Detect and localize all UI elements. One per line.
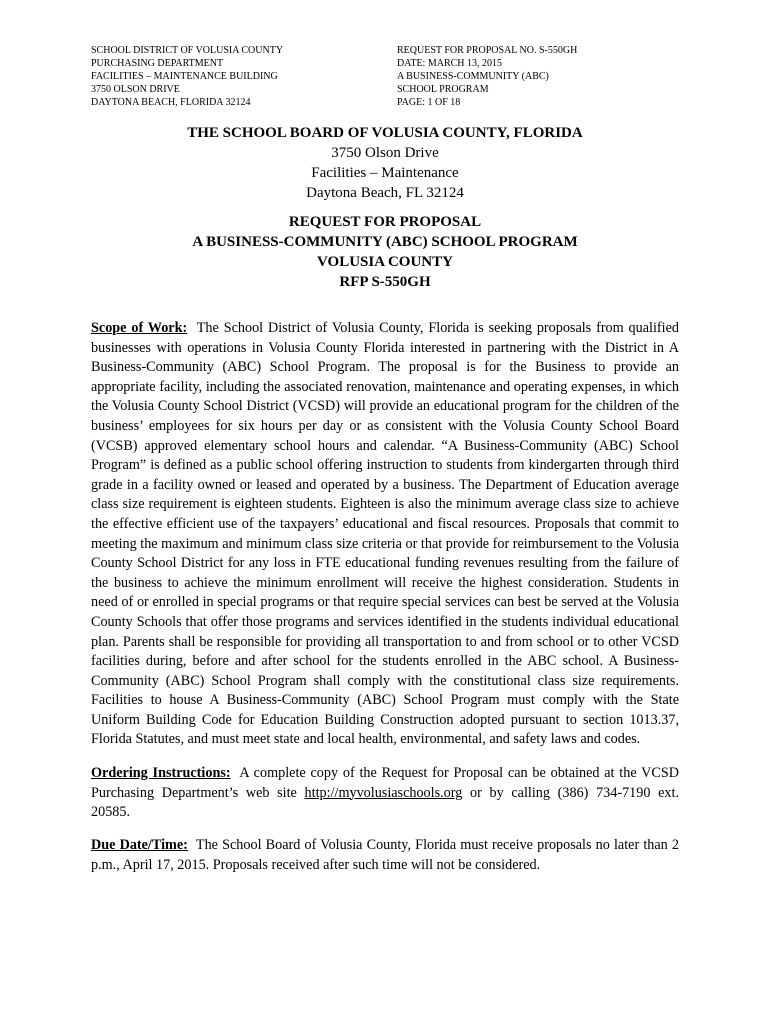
due-date-paragraph	[91, 836, 679, 875]
rfp-title-line: RFP S-550GH	[339, 274, 431, 290]
header-left-line: PURCHASING DEPARTMENT	[91, 58, 224, 69]
ordering-instructions-paragraph	[91, 764, 679, 823]
title-block	[91, 123, 679, 203]
header-right-line: SCHOOL PROGRAM	[397, 84, 489, 95]
rfp-title-line: REQUEST FOR PROPOSAL	[288, 214, 482, 230]
header-right-line: DATE: MARCH 13, 2015	[397, 58, 503, 69]
rfp-title-block	[91, 212, 679, 292]
ordering-instructions-label: Ordering Instructions:	[91, 765, 231, 781]
header-right-line: PAGE: 1 OF 18	[397, 97, 461, 108]
rfp-title-line: A BUSINESS-COMMUNITY (ABC) SCHOOL PROGRAM	[192, 234, 578, 250]
header-left-line: SCHOOL DISTRICT OF VOLUSIA COUNTY	[91, 45, 284, 56]
header-left-line: FACILITIES – MAINTENANCE BUILDING	[91, 71, 278, 82]
header-left	[91, 44, 381, 109]
board-address: 3750 Olson Drive	[331, 145, 439, 161]
ordering-instructions-text: A complete copy of the Request for Proposal can be obtained at the VCSD Purchasing Department’s web site	[91, 765, 680, 801]
scope-of-work-label: Scope of Work:	[91, 320, 188, 336]
scope-of-work-paragraph	[91, 319, 679, 750]
board-title: THE SCHOOL BOARD OF VOLUSIA COUNTY, FLORIDA	[187, 125, 583, 141]
scope-of-work-text: The School District of Volusia County, Florida is seeking proposals from qualified businesses with operations in Volusia County Florida interested in partnering with the District in A Business-Community (ABC) School Program. The proposal is for the Business to provide an appropriate facility, including the associated renovation, maintenance and operating expenses, in which the Volusia County School District (VCSD) will provide an educational program for the children of the business’ employees for six hours per day or as consistent with the Volusia County School Board (VCSB) approved elementary school hours and calendar. “A Business-Community (ABC) School Program” is defined as a public school offering instruction to students from kindergarten through third grade in a facility owned or leased and operated by a business. The Department of Education average class size requirement is eighteen students. Eighteen is also the minimum average class size to achieve the effective efficient use of the taxpayers’ educational and fiscal resources. Proposals that commit to meeting the maximum and minimum class size criteria or that provide for reimbursement to the Volusia County School District for any loss in FTE educational funding revenues resulting from the failure of the business to achieve the minimum enrollment will receive the highest consideration. Students in need of or enrolled in special programs or that require special services can best be served at the Volusia County Schools that offer those programs and services identified in the students individual educational plan. Parents shall be responsible for providing all transportation to and from school or to other VCSD facilities during, before and after school for the students enrolled in the ABC school. A Business-Community (ABC) School Program shall comply with the constitutional class size requirements. Facilities to house A Business-Community (ABC) School Program must comply with the State Uniform Building Code for Education Building Construction adopted pursuant to section 1013.37, Florida Statutes, and must meet state and local health, environmental, and safety laws and codes.	[91, 320, 679, 748]
ordering-instructions-phone: or by calling (386) 734-7190 ext. 20585.	[91, 784, 680, 821]
due-date-label: Due Date/Time:	[91, 837, 188, 853]
header-left-line: 3750 OLSON DRIVE	[91, 84, 180, 95]
header-right-line: A BUSINESS-COMMUNITY (ABC)	[397, 71, 549, 82]
header-right	[397, 44, 697, 109]
header-right-line: REQUEST FOR PROPOSAL NO. S-550GH	[397, 45, 578, 56]
rfp-title-line: VOLUSIA COUNTY	[317, 254, 453, 270]
website-link[interactable]: http://myvolusiaschools.org	[304, 784, 463, 801]
board-department: Facilities – Maintenance	[311, 165, 459, 181]
due-date-text: The School Board of Volusia County, Florida must receive proposals no later than 2 p.m., April 17, 2015. Proposals received after such time will not be considered.	[91, 837, 679, 873]
board-city: Daytona Beach, FL 32124	[306, 185, 464, 201]
header-left-line: DAYTONA BEACH, FLORIDA 32124	[91, 97, 251, 108]
